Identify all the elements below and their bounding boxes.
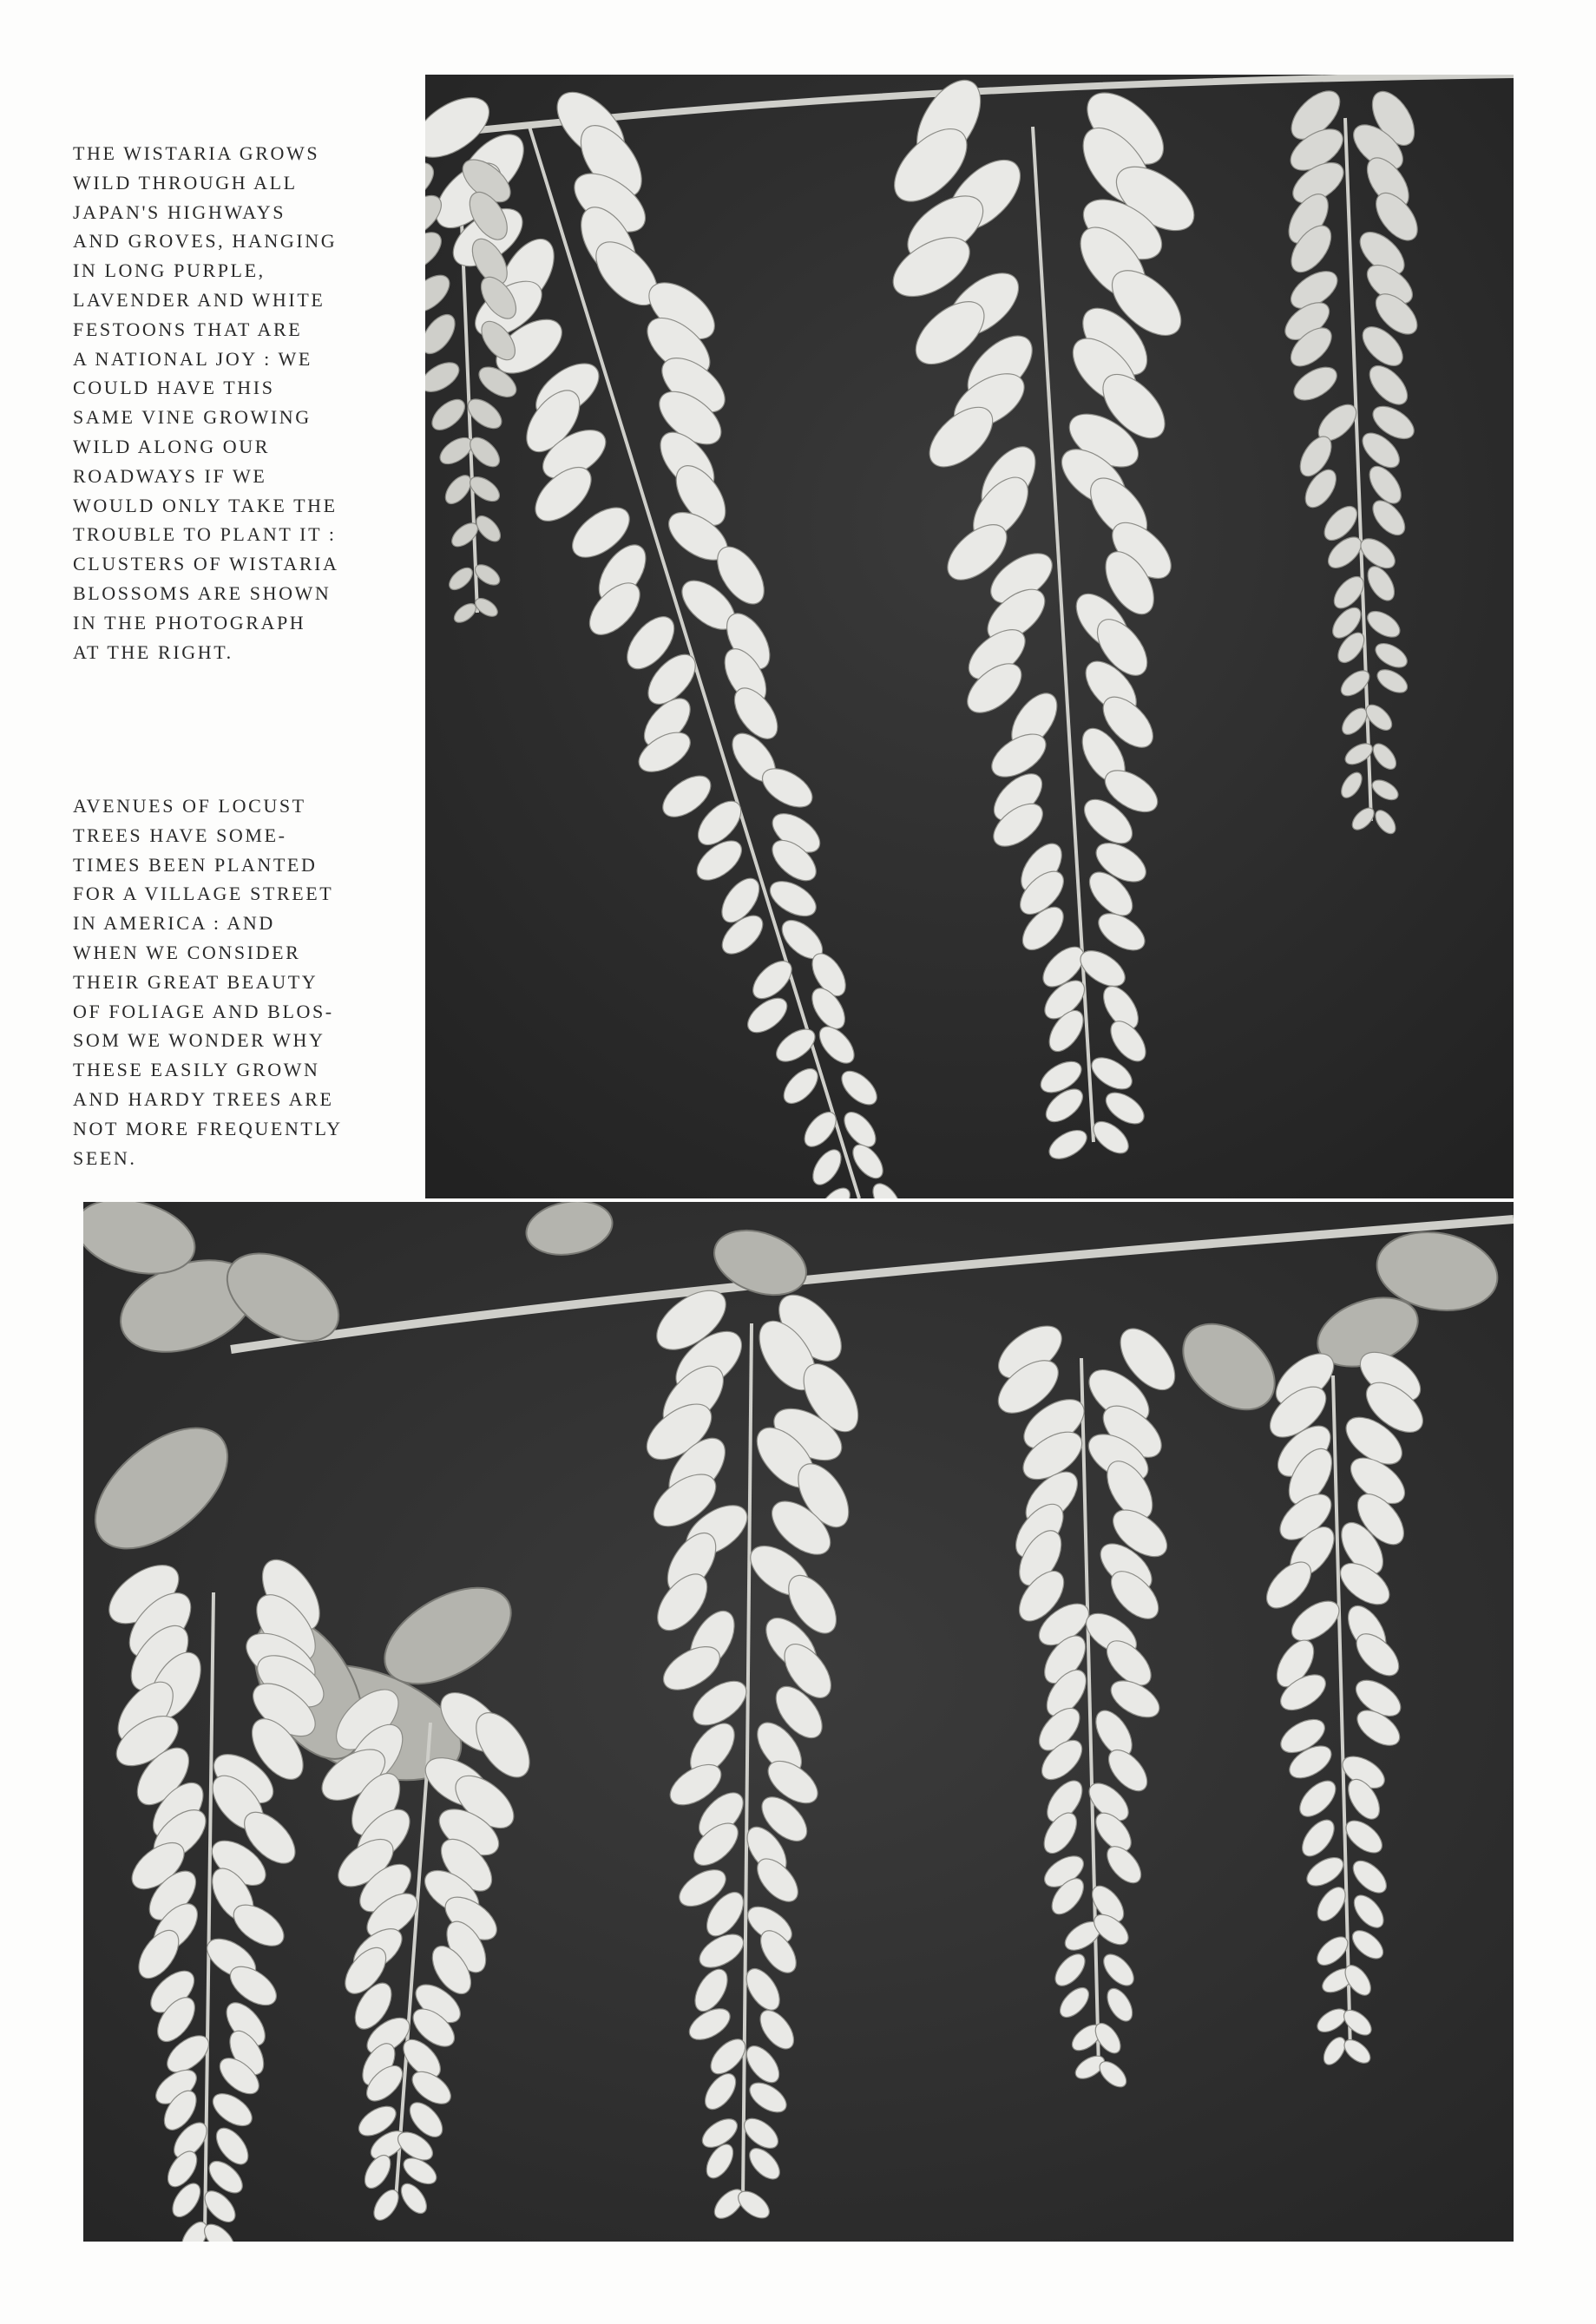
locust-photograph — [83, 1202, 1514, 2242]
wistaria-photograph — [425, 75, 1514, 1198]
wistaria-photo-illustration — [425, 75, 1514, 1198]
locust-caption: AVENUES OF LOCUST TREES HAVE SOME- TIMES BEEN PLANTED FOR A VILLAGE STREET IN AMERICA : AND WHEN WE CONSIDER THEIR GREAT BEAUTY OF FOLIAGE AND BLOS- SOM WE WONDER WHY THESE EASILY GROWN AND HARDY TREES ARE NOT MORE FREQUENTLY SEEN. — [73, 795, 343, 1169]
wistaria-caption: THE WISTARIA GROWS WILD THROUGH ALL JAPAN'S HIGHWAYS AND GROVES, HANGING IN LONG PURPLE, LAVENDER AND WHITE FESTOONS THAT ARE A NATIONAL JOY : WE COULD HAVE THIS SAME VINE GROWING WILD ALONG OUR ROADWAYS IF WE WOULD ONLY TAKE THE TROUBLE TO PLANT IT : CLUSTERS OF WISTARIA BLOSSOMS ARE SHOWN IN THE PHOTOGRAPH AT THE RIGHT. — [73, 142, 339, 663]
locust-photo-illustration — [83, 1202, 1514, 2242]
